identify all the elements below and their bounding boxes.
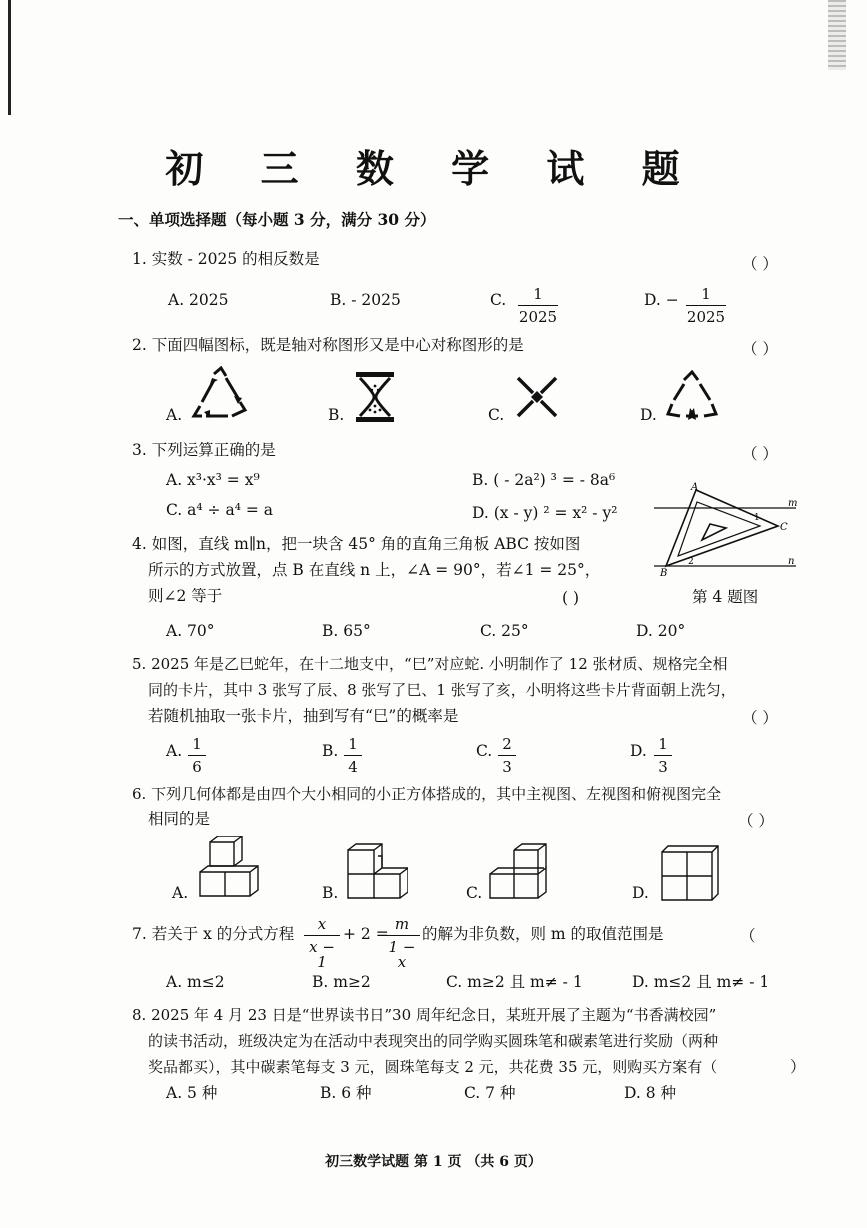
q8-answer-paren-close: ）: [790, 1058, 806, 1076]
q4-line-1: 4. 如图，直线 m∥n，把一块含 45° 角的直角三角板 ABC 按如图: [132, 535, 581, 553]
q5-option-c-fraction: [498, 737, 516, 775]
q1-option-d-fraction: [686, 287, 726, 325]
section-heading: 一、单项选择题（每小题 3 分，满分 30 分）: [118, 210, 436, 229]
q6-line-1: 6. 下列几何体都是由四个大小相同的小正方体搭成的，其中主视图、左视图和俯视图完全: [132, 785, 722, 803]
q2-answer-paren: （ ）: [742, 340, 778, 358]
recycle-triangle-icon: [190, 366, 252, 422]
hourglass-icon: [354, 370, 396, 424]
fraction-numerator: 1: [518, 287, 558, 306]
q4-triangle-figure: [650, 480, 800, 580]
q7-answer-paren: （: [740, 927, 756, 945]
q3-stem: 3. 下列运算正确的是: [132, 441, 276, 459]
q3-option-c[interactable]: C. a⁴ ÷ a⁴ = a: [166, 501, 273, 519]
q6-cube-stack-a: [198, 836, 260, 898]
q4-line-3: 则∠2 等于: [148, 587, 223, 605]
fraction-numerator: 1: [188, 737, 206, 756]
q6-line-2: 相同的是: [148, 810, 211, 828]
fraction-denominator: x − 1: [309, 938, 335, 971]
fraction-numerator: 1: [344, 737, 362, 756]
q5-option-c-label[interactable]: C.: [476, 742, 493, 760]
q4-option-a[interactable]: A. 70°: [166, 622, 215, 640]
fraction-denominator: 6: [192, 758, 202, 776]
q7-stem-prefix: 7. 若关于 x 的分式方程: [132, 925, 295, 943]
q8-line-3: 奖品都买），其中碳素笔每支 3 元，圆珠笔每支 2 元，共花费 35 元，则购买方案有（: [148, 1058, 718, 1076]
q3-answer-paren: （ ）: [742, 445, 778, 463]
q7-fraction-left: [304, 917, 340, 970]
scan-smudge: [828, 0, 846, 70]
fraction-denominator: 1 − x: [388, 938, 416, 971]
q6-cube-stack-b: [346, 840, 408, 900]
label-angle-2: 2: [688, 557, 694, 567]
q7-option-b[interactable]: B. m≥2: [312, 973, 371, 991]
q5-option-b-fraction: [344, 737, 362, 775]
q5-answer-paren: （ ）: [742, 709, 778, 727]
q2-option-d[interactable]: D.: [640, 406, 657, 424]
fraction-numerator: x: [304, 917, 340, 936]
q3-option-b[interactable]: B. ( - 2a²) ³ = - 8a⁶: [472, 471, 616, 489]
page-footer: 初三数学试题 第 1 页 （共 6 页）: [325, 1154, 542, 1170]
q1-option-c-label[interactable]: C.: [490, 291, 507, 309]
q1-option-d-label[interactable]: D. −: [644, 291, 679, 309]
fraction-denominator: 4: [348, 758, 358, 776]
q7-option-a[interactable]: A. m≤2: [166, 973, 225, 991]
q1-option-b[interactable]: B. - 2025: [330, 291, 401, 309]
q1-answer-paren: （ ）: [742, 255, 778, 273]
label-b: B: [660, 568, 668, 579]
q4-answer-paren: ( ): [562, 589, 580, 607]
fraction-denominator: 3: [658, 758, 668, 776]
cross-arrows-icon: [514, 374, 560, 420]
q1-option-c-fraction: [518, 287, 558, 325]
recycle-triangle-icon: [664, 370, 720, 422]
q3-option-a[interactable]: A. x³·x³ = x⁹: [166, 471, 260, 489]
fraction-numerator: 1: [686, 287, 726, 306]
q8-option-a[interactable]: A. 5 种: [166, 1084, 218, 1102]
q7-option-c[interactable]: C. m≥2 且 m≠ - 1: [446, 973, 583, 991]
q5-option-a-fraction: [188, 737, 206, 775]
label-angle-1: 1: [754, 513, 760, 523]
page-title: 初 三 数 学 试 题: [165, 146, 702, 191]
q5-option-a-label[interactable]: A.: [166, 742, 183, 760]
q7-option-d[interactable]: D. m≤2 且 m≠ - 1: [632, 973, 770, 991]
q8-option-d[interactable]: D. 8 种: [624, 1084, 677, 1102]
q3-option-d[interactable]: D. (x - y) ² = x² - y²: [472, 504, 618, 522]
q1-option-a[interactable]: A. 2025: [168, 291, 229, 309]
fraction-numerator: 1: [654, 737, 672, 756]
q4-option-b[interactable]: B. 65°: [322, 622, 371, 640]
scan-edge-line: [8, 0, 11, 115]
q4-line-2: 所示的方式放置，点 B 在直线 n 上，∠A = 90°，若∠1 = 25°，: [148, 561, 601, 579]
q7-stem-middle: + 2 =: [343, 925, 389, 943]
q2-stem: 2. 下面四幅图标，既是轴对称图形又是中心对称图形的是: [132, 336, 524, 354]
q5-option-b-label[interactable]: B.: [322, 742, 339, 760]
q2-option-c[interactable]: C.: [488, 406, 505, 424]
q6-option-c[interactable]: C.: [466, 884, 483, 902]
q7-fraction-right: [384, 917, 420, 970]
q1-stem: 1. 实数 - 2025 的相反数是: [132, 250, 320, 268]
q7-stem-suffix: 的解为非负数，则 m 的取值范围是: [422, 925, 664, 943]
q2-option-a[interactable]: A.: [166, 406, 183, 424]
q8-line-2: 的读书活动，班级决定为在活动中表现突出的同学购买圆珠笔和碳素笔进行奖励（两种: [148, 1032, 719, 1050]
q2-option-b[interactable]: B.: [328, 406, 345, 424]
q8-option-c[interactable]: C. 7 种: [464, 1084, 516, 1102]
q6-cube-stack-c: [488, 836, 552, 900]
q8-line-1: 8. 2025 年 4 月 23 日是“世界读书日”30 周年纪念日，某班开展了主题为“书香满校园”: [132, 1006, 717, 1024]
q5-option-d-label[interactable]: D.: [630, 742, 647, 760]
fraction-denominator: 2025: [518, 308, 558, 326]
q6-answer-paren: （ ）: [738, 812, 774, 830]
fraction-denominator: 3: [502, 758, 512, 776]
q8-option-b[interactable]: B. 6 种: [320, 1084, 372, 1102]
q4-option-c[interactable]: C. 25°: [480, 622, 529, 640]
q5-line-3: 若随机抽取一张卡片，抽到写有“巳”的概率是: [148, 707, 459, 725]
q5-line-1: 5. 2025 年是乙巳蛇年，在十二地支中，“巳”对应蛇. 小明制作了 12 张材质、规格完全相: [132, 655, 728, 673]
q6-option-b[interactable]: B.: [322, 884, 339, 902]
q4-figure-caption: 第 4 题图: [692, 588, 759, 606]
q6-cube-stack-d: [660, 842, 720, 902]
label-a: A: [691, 482, 699, 493]
q6-option-d[interactable]: D.: [632, 884, 649, 902]
label-n: n: [788, 556, 795, 567]
q4-option-d[interactable]: D. 20°: [636, 622, 686, 640]
q5-line-2: 同的卡片，其中 3 张写了辰、8 张写了巳、1 张写了亥，小明将这些卡片背面朝上洗匀，: [148, 681, 736, 699]
label-c: C: [780, 522, 788, 533]
fraction-numerator: 2: [498, 737, 516, 756]
q5-option-d-fraction: [654, 737, 672, 775]
q6-option-a[interactable]: A.: [172, 884, 189, 902]
label-m: m: [788, 498, 798, 509]
fraction-denominator: 2025: [686, 308, 726, 326]
fraction-numerator: m: [384, 917, 420, 936]
